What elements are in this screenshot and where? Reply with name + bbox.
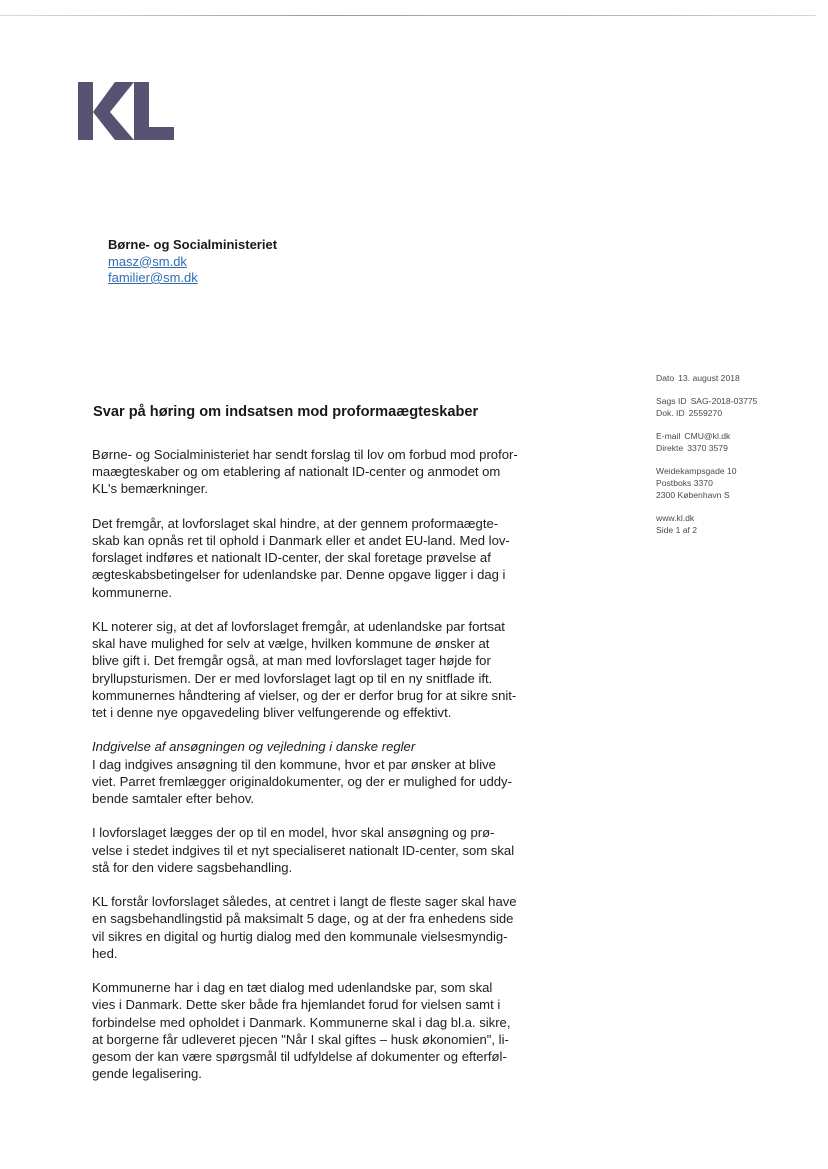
text-line: Børne- og Socialministeriet har sendt forslag til lov om forbud mod profor- xyxy=(92,447,518,462)
email-label: E-mail xyxy=(656,431,681,441)
date-label: Dato xyxy=(656,373,675,383)
text-line: velse i stedet indgives til et nyt specialiseret nationalt ID-center, som skal xyxy=(92,842,515,858)
case-id-value: SAG-2018-03775 xyxy=(690,396,758,406)
paragraph xyxy=(92,893,562,962)
paragraph xyxy=(92,618,562,721)
email-value: CMU@kl.dk xyxy=(684,431,731,441)
text-line: I dag indgives ansøgning til den kommune, hvor et par ønsker at blive xyxy=(92,756,496,772)
recipient-email-link[interactable]: familier@sm.dk xyxy=(108,270,198,285)
text-line: ægteskabsbetingelser for udenlandske par. Denne opgave ligger i dag i xyxy=(92,567,506,583)
text-line: hed. xyxy=(92,945,118,961)
paragraph xyxy=(92,738,562,807)
paragraph xyxy=(92,824,562,876)
letter-body xyxy=(92,446,562,1100)
direct-phone-value: 3370 3579 xyxy=(687,443,728,453)
text-line: skab kan opnås ret til ophold i Danmark eller et andet EU-land. Med lov- xyxy=(92,533,510,548)
paragraph xyxy=(92,446,562,498)
text-line: at borgerne får udleveret pjecen "Når I skal giftes – husk økonomien", li- xyxy=(92,1031,509,1047)
paragraph xyxy=(92,515,562,601)
recipient-block xyxy=(108,237,277,287)
text-line: kommunernes håndtering af vielser, og der er derfor brug for at sikre snit- xyxy=(92,687,517,703)
text-line: KL noterer sig, at det af lovforslaget fremgår, at udenlandske par fortsat xyxy=(92,619,505,634)
kl-logo xyxy=(78,82,174,142)
text-line: gende legalisering. xyxy=(92,1066,202,1082)
recipient-organization: Børne- og Socialministeriet xyxy=(108,237,278,252)
address-line: Postboks 3370 xyxy=(656,478,713,488)
text-line: skal have mulighed for selv at vælge, hvilken kommune de ønsker at xyxy=(92,636,490,652)
text-line: maægteskaber og om etablering af nationalt ID-center og anmodet om xyxy=(92,464,501,480)
doc-id-value: 2559270 xyxy=(688,408,723,418)
text-line: KL's bemærkninger. xyxy=(92,481,209,497)
text-line: KL forstår lovforslaget således, at centret i langt de fleste sager skal have xyxy=(92,894,517,910)
text-line: viet. Parret fremlægger originaldokumenter, og der er mulighed for uddy- xyxy=(92,773,512,789)
text-line: kommunerne. xyxy=(92,584,173,600)
website: www.kl.dk xyxy=(656,513,695,523)
text-line: bryllupsturismen. Der er med lovforslaget lagt op til en ny snitflade ift. xyxy=(92,670,493,686)
kl-logo-icon xyxy=(78,82,174,142)
text-line: en sagsbehandlingstid på maksimalt 5 dage, og at der fra enhedens side xyxy=(92,911,514,927)
text-line: blive gift i. Det fremgår også, at man med lovforslaget tager højde for xyxy=(92,653,491,669)
text-line: Det fremgår, at lovforslaget skal hindre, at der gennem proformaægte- xyxy=(92,515,499,531)
letter-subject: Svar på høring om indsatsen mod proformaægteskaber xyxy=(93,404,479,420)
address-line: Weidekampsgade 10 xyxy=(656,466,737,476)
recipient-email-link[interactable]: masz@sm.dk xyxy=(108,253,187,269)
direct-phone-label: Direkte xyxy=(656,443,684,453)
text-line: gesom der kan være spørgsmål til udfyldelse af dokumenter og efterføl- xyxy=(92,1049,507,1065)
text-line: vies i Danmark. Dette sker både fra hjemlandet forud for vielsen samt i xyxy=(92,997,501,1013)
scan-edge-line xyxy=(0,15,816,16)
text-line: bende samtaler efter behov. xyxy=(92,791,255,807)
paragraph xyxy=(92,979,562,1082)
text-line: Kommunerne har i dag en tæt dialog med udenlandske par, som skal xyxy=(92,980,493,996)
text-line: forbindelse med opholdet i Danmark. Kommunerne skal i dag bl.a. sikre, xyxy=(92,1014,511,1030)
section-heading: Indgivelse af ansøgningen og vejledning i danske regler xyxy=(92,739,416,755)
date-value: 13. august 2018 xyxy=(678,373,740,383)
text-line: I lovforslaget lægges der op til en model, hvor skal ansøgning og prø- xyxy=(92,825,495,841)
doc-id-label: Dok. ID xyxy=(656,408,685,418)
case-id-label: Sags ID xyxy=(656,396,687,406)
text-line: tet i denne nye opgavedeling bliver velfungerende og effektivt. xyxy=(92,705,452,721)
text-line: stå for den videre sagsbehandling. xyxy=(92,859,293,875)
page-number: Side 1 af 2 xyxy=(656,525,698,535)
address-line: 2300 København S xyxy=(656,490,730,500)
text-line: forslaget indføres et nationalt ID-center, der skal foretage prøvelse af xyxy=(92,550,491,566)
text-line: vil sikres en digital og hurtig dialog med den kommunale vielsesmyndig- xyxy=(92,928,508,944)
document-meta xyxy=(656,372,757,547)
